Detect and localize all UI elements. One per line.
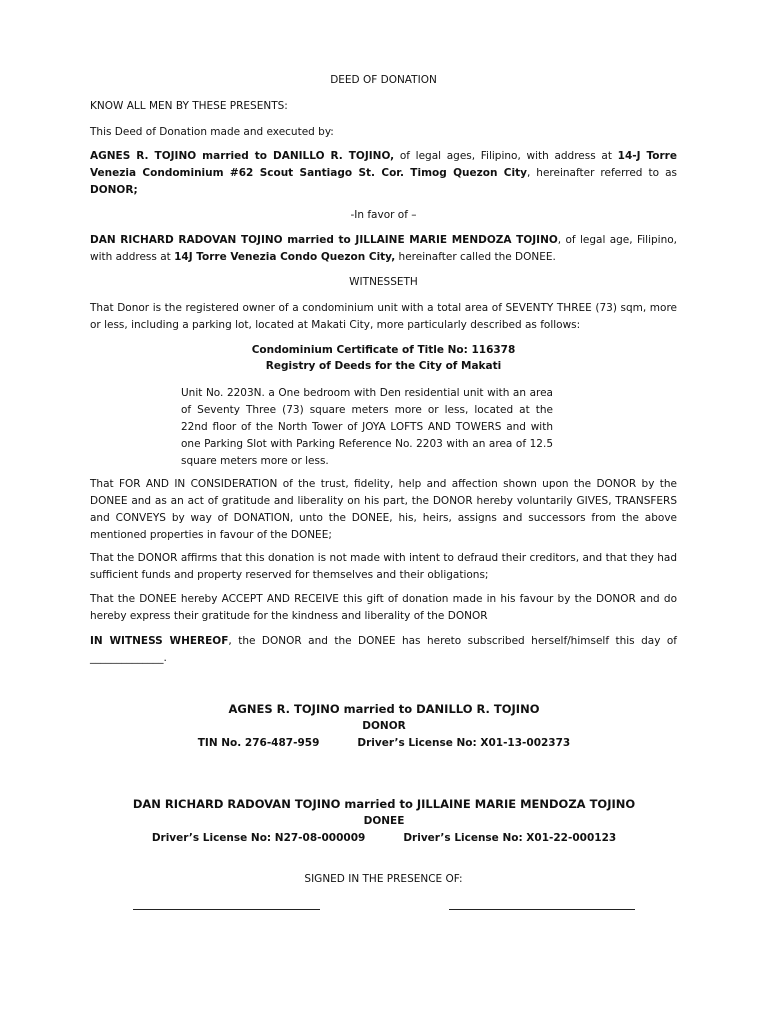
consideration-paragraph: That FOR AND IN CONSIDERATION of the trust, fidelity, help and affection shown upon the DONOR by the DONEE and as an act of gratitude and liberality on his part, the DONOR hereby voluntarily GIVES, TRANSFERS and CONVEYS by way of DONATION, unto the DONEE, his, heirs, assigns and successors from the above mentioned properties in favour of the DONEE; [90, 478, 677, 541]
donee-signature-role: DONEE [363, 815, 405, 827]
witness-signature-line-left [133, 909, 320, 910]
donor-name: AGNES R. TOJINO married to DANILLO R. TOJINO, [90, 150, 395, 162]
donee-text-2: hereinafter called the DONEE. [395, 251, 556, 263]
affirm-paragraph: That the DONOR affirms that this donation is not made with intent to defraud their creditors, and that they had sufficient funds and property reserved for themselves and their obligations; [90, 552, 677, 581]
witness-paragraph [90, 633, 677, 667]
document-title: DEED OF DONATION [330, 74, 437, 86]
donor-text-1: of legal ages, Filipino, with address at [394, 150, 618, 162]
made-by-line: This Deed of Donation made and executed by: [90, 126, 334, 138]
registry-line: Registry of Deeds for the City of Makati [265, 360, 502, 372]
witness-text: , the DONOR and the DONEE has hereto subscribed herself/himself this day of ______________. [90, 635, 677, 664]
witnesseth-heading: WITNESSETH [349, 276, 418, 288]
donor-text-2: , hereinafter referred to as [526, 167, 677, 179]
opening-line: KNOW ALL MEN BY THESE PRESENTS: [90, 100, 288, 112]
donor-signature-role: DONOR [362, 720, 406, 732]
donee-text-1: , of legal age, Filipino, with address at [90, 234, 677, 263]
donee-license-2: Driver’s License No: X01-22-000123 [403, 832, 617, 844]
donee-signature-block [0, 795, 768, 847]
donor-tin: TIN No. 276-487-959 [197, 737, 320, 749]
witness-lead: IN WITNESS WHEREOF [90, 635, 229, 647]
certificate-title: Condominium Certificate of Title No: 116378 [251, 344, 516, 356]
property-description: Unit No. 2203N. a One bedroom with Den residential unit with an area of Seventy Three (73) square meters more or less, located at the 22nd floor of the North Tower of JOYA LOFTS AND TOWERS and with one Parking Slot with Parking Reference No. 2203 with an area of 12.5 square meters more or less. [181, 387, 553, 467]
donor-signature-name: AGNES R. TOJINO married to DANILLO R. TOJINO [228, 702, 540, 716]
donee-signature-name: DAN RICHARD RADOVAN TOJINO married to JILLAINE MARIE MENDOZA TOJINO [132, 797, 636, 811]
donee-address: 14J Torre Venezia Condo Quezon City, [174, 251, 396, 263]
donee-paragraph [90, 232, 677, 266]
donor-signature-ids [0, 735, 768, 752]
presence-line: SIGNED IN THE PRESENCE OF: [304, 873, 463, 885]
donor-role: DONOR; [90, 184, 138, 196]
donor-license: Driver’s License No: X01-13-002373 [357, 737, 571, 749]
accept-paragraph: That the DONEE hereby ACCEPT AND RECEIVE this gift of donation made in his favour by the DONOR and do hereby express their gratitude for the kindness and liberality of the DONOR [90, 593, 677, 622]
in-favor-line: -In favor of – [350, 209, 417, 221]
witness-signature-line-right [449, 909, 635, 910]
donee-signature-ids [0, 830, 768, 847]
ownership-paragraph: That Donor is the registered owner of a condominium unit with a total area of SEVENTY THREE (73) sqm, more or less, including a parking lot, located at Makati City, more particularly described as follows: [90, 302, 677, 331]
donor-address: 14-J Torre Venezia Condominium #62 Scout Santiago St. Cor. Timog Quezon City [90, 150, 677, 179]
donee-name: DAN RICHARD RADOVAN TOJINO married to JILLAINE MARIE MENDOZA TOJINO [90, 234, 558, 246]
donor-paragraph [90, 148, 677, 199]
donor-signature-block [0, 700, 768, 752]
donee-license-1: Driver’s License No: N27-08-000009 [151, 832, 366, 844]
